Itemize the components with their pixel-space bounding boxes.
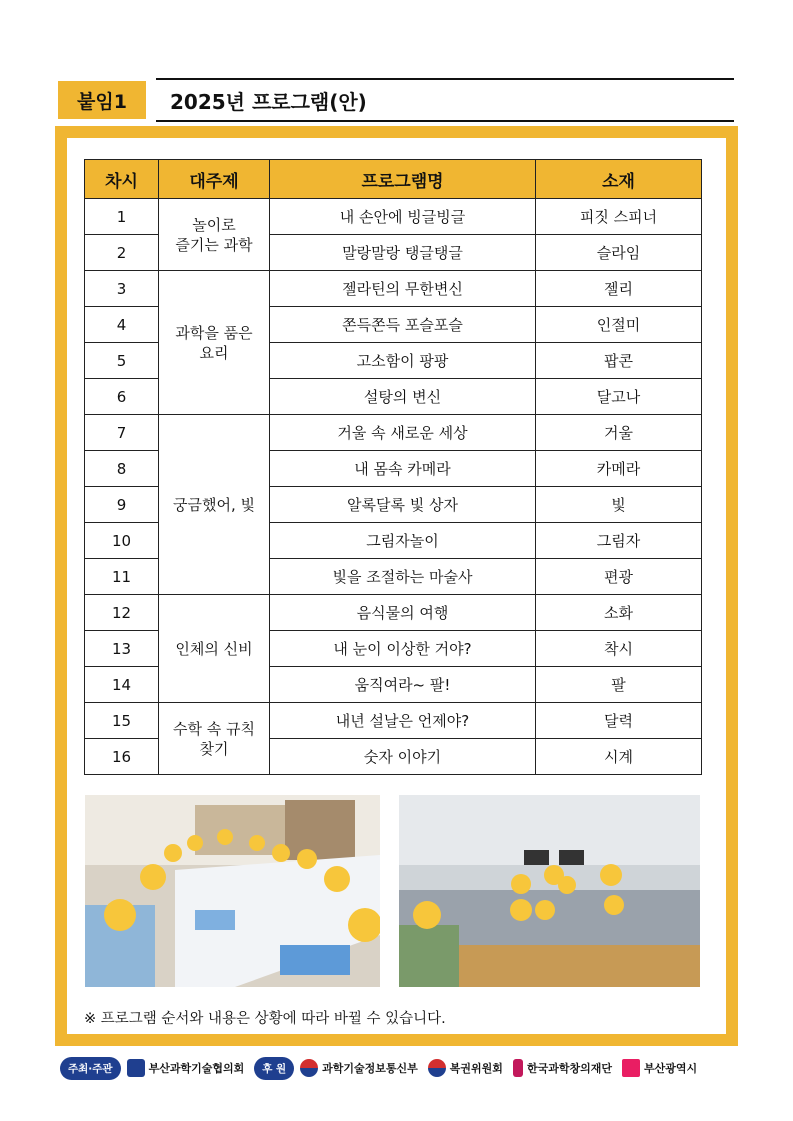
class-photo-2 bbox=[399, 795, 700, 987]
sponsor-kofac: 한국과학창의재단 bbox=[513, 1059, 612, 1077]
session-number: 10 bbox=[85, 523, 159, 559]
session-number: 9 bbox=[85, 487, 159, 523]
page-title: 2025년 프로그램(안) bbox=[170, 89, 367, 114]
sponsor-busan-city: 부산광역시 bbox=[622, 1059, 697, 1077]
program-name: 숫자 이야기 bbox=[270, 739, 536, 775]
program-name: 내 눈이 이상한 거야? bbox=[270, 631, 536, 667]
program-material: 팔 bbox=[536, 667, 702, 703]
theme-cell: 과학을 품은 요리 bbox=[159, 271, 270, 415]
program-name: 젤라틴의 무한변신 bbox=[270, 271, 536, 307]
program-name: 말랑말랑 탱글탱글 bbox=[270, 235, 536, 271]
title-bar bbox=[156, 78, 734, 122]
program-name: 알록달록 빛 상자 bbox=[270, 487, 536, 523]
session-number: 16 bbox=[85, 739, 159, 775]
program-material: 소화 bbox=[536, 595, 702, 631]
program-material: 편광 bbox=[536, 559, 702, 595]
header-theme: 대주제 bbox=[159, 160, 270, 199]
program-name: 그림자놀이 bbox=[270, 523, 536, 559]
header-session: 차시 bbox=[85, 160, 159, 199]
session-number: 1 bbox=[85, 199, 159, 235]
program-material: 슬라임 bbox=[536, 235, 702, 271]
program-name: 음식물의 여행 bbox=[270, 595, 536, 631]
session-number: 4 bbox=[85, 307, 159, 343]
program-name: 내년 설날은 언제야? bbox=[270, 703, 536, 739]
session-number: 12 bbox=[85, 595, 159, 631]
program-material: 카메라 bbox=[536, 451, 702, 487]
taegeuk-logo-icon bbox=[428, 1059, 446, 1077]
program-name: 내 손안에 빙글빙글 bbox=[270, 199, 536, 235]
program-material: 착시 bbox=[536, 631, 702, 667]
sponsor-lottery: 복권위원회 bbox=[428, 1059, 503, 1077]
program-name: 쫀득쫀득 포슬포슬 bbox=[270, 307, 536, 343]
program-table bbox=[84, 159, 702, 775]
host-label: 주최·주관 bbox=[60, 1057, 121, 1080]
table-header-row bbox=[85, 160, 702, 199]
header-material: 소재 bbox=[536, 160, 702, 199]
program-name: 설탕의 변신 bbox=[270, 379, 536, 415]
program-name: 내 몸속 카메라 bbox=[270, 451, 536, 487]
attachment-badge: 붙임1 bbox=[58, 81, 146, 119]
session-number: 5 bbox=[85, 343, 159, 379]
program-name: 거울 속 새로운 세상 bbox=[270, 415, 536, 451]
session-number: 11 bbox=[85, 559, 159, 595]
table-row bbox=[85, 703, 702, 739]
session-number: 3 bbox=[85, 271, 159, 307]
host-org: 부산과학기술협의회 bbox=[127, 1059, 245, 1077]
session-number: 2 bbox=[85, 235, 159, 271]
footer-logos bbox=[60, 1053, 740, 1083]
theme-cell: 놀이로 즐기는 과학 bbox=[159, 199, 270, 271]
table-row bbox=[85, 199, 702, 235]
theme-cell: 인체의 신비 bbox=[159, 595, 270, 703]
program-material: 거울 bbox=[536, 415, 702, 451]
table-row bbox=[85, 271, 702, 307]
program-material: 그림자 bbox=[536, 523, 702, 559]
session-number: 13 bbox=[85, 631, 159, 667]
session-number: 8 bbox=[85, 451, 159, 487]
footnote: ※ 프로그램 순서와 내용은 상황에 따라 바뀔 수 있습니다. bbox=[84, 1011, 446, 1027]
theme-cell: 수학 속 규칙 찾기 bbox=[159, 703, 270, 775]
session-number: 6 bbox=[85, 379, 159, 415]
busan-science-council-logo-icon bbox=[127, 1059, 145, 1077]
program-material: 인절미 bbox=[536, 307, 702, 343]
program-material: 젤리 bbox=[536, 271, 702, 307]
kofac-logo-icon bbox=[513, 1059, 523, 1077]
sponsor-label: 후 원 bbox=[254, 1057, 294, 1080]
program-name: 빛을 조절하는 마술사 bbox=[270, 559, 536, 595]
table-row bbox=[85, 595, 702, 631]
program-name: 고소함이 팡팡 bbox=[270, 343, 536, 379]
program-material: 팝콘 bbox=[536, 343, 702, 379]
table-row bbox=[85, 415, 702, 451]
program-material: 피짓 스피너 bbox=[536, 199, 702, 235]
program-material: 빛 bbox=[536, 487, 702, 523]
program-material: 달고나 bbox=[536, 379, 702, 415]
session-number: 7 bbox=[85, 415, 159, 451]
program-name: 움직여라~ 팔! bbox=[270, 667, 536, 703]
class-photo-1 bbox=[85, 795, 380, 987]
program-material: 달력 bbox=[536, 703, 702, 739]
theme-cell: 궁금했어, 빛 bbox=[159, 415, 270, 595]
taegeuk-logo-icon bbox=[300, 1059, 318, 1077]
busan-city-logo-icon bbox=[622, 1059, 640, 1077]
sponsor-msit: 과학기술정보통신부 bbox=[300, 1059, 418, 1077]
program-material: 시계 bbox=[536, 739, 702, 775]
session-number: 15 bbox=[85, 703, 159, 739]
header-program: 프로그램명 bbox=[270, 160, 536, 199]
session-number: 14 bbox=[85, 667, 159, 703]
